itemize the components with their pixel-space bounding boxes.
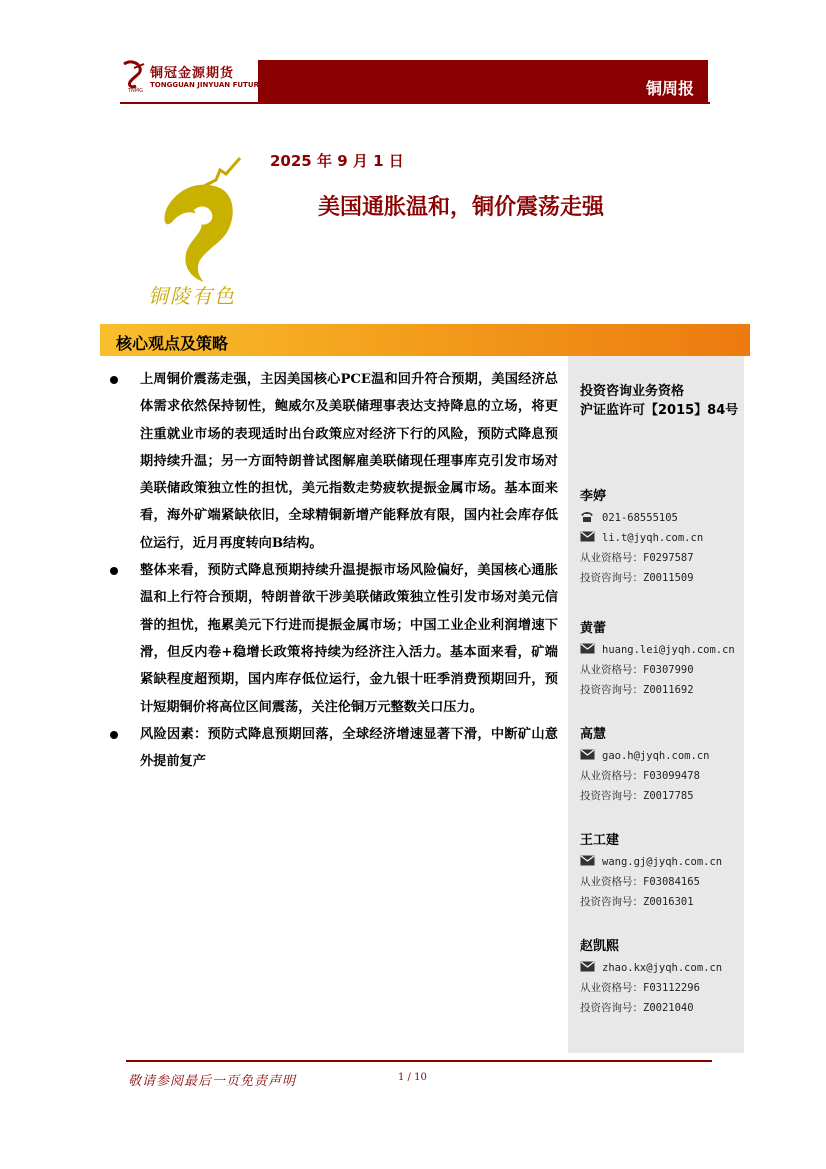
header-band	[258, 60, 708, 102]
header-divider	[120, 102, 710, 104]
report-date: 2025 年 9 月 1 日	[270, 152, 404, 170]
email-text[interactable]: wang.gj@jyqh.com.cn	[602, 856, 723, 868]
bullet-item	[108, 557, 558, 721]
analyst-advisory: 投资咨询号：Z0021040	[580, 1002, 694, 1014]
analyst-license: 从业资格号：F03112296	[580, 982, 700, 994]
analyst-advisory: 投资咨询号：Z0017785	[580, 790, 694, 802]
analyst-card	[580, 488, 742, 588]
analyst-advisory: 投资咨询号：Z0011509	[580, 572, 694, 584]
bullet-dot-icon	[110, 567, 118, 575]
phone-text: 021-68555105	[602, 512, 678, 524]
analyst-phone	[580, 508, 742, 528]
mail-icon	[580, 855, 596, 866]
analyst-sidebar	[568, 356, 744, 1053]
analyst-advisory: 投资咨询号：Z0016301	[580, 896, 694, 908]
analyst-card	[580, 726, 742, 806]
analyst-name: 王工建	[580, 833, 620, 848]
logo-mark-icon	[120, 58, 148, 92]
company-abbr: TNMG	[128, 88, 143, 94]
report-type: 铜周报	[646, 79, 695, 98]
company-name-en: TONGGUAN JINYUAN FUTURES	[150, 81, 269, 89]
page-number: 1 / 10	[398, 1072, 427, 1083]
analyst-advisory: 投资咨询号：Z0011692	[580, 684, 694, 696]
bullet-item	[108, 721, 558, 776]
analyst-license: 从业资格号：F0307990	[580, 664, 694, 676]
analyst-card	[580, 938, 742, 1018]
key-points	[108, 366, 558, 775]
email-text[interactable]: gao.h@jyqh.com.cn	[602, 750, 710, 762]
analyst-email[interactable]	[580, 640, 742, 660]
analyst-license: 从业资格号：F03084165	[580, 876, 700, 888]
bullet-text: 上周铜价震荡走强，主因美国核心PCE温和回升符合预期，美国经济总体需求依然保持韧性，鲍威尔及美联储理事表达支持降息的立场，将更注重就业市场的表现适时出台政策应对经济下行的风险，预防式降息预期持续升温；另一方面特朗普试图解雇美联储现任理事库克引发市场对美联储政策独立性的担忧，美元指数走势疲软提振金属市场。基本面来看，海外矿端紧缺依旧，全球精铜新增产能释放有限，国内社会库存低位运行，近月再度转向B结构。	[140, 372, 558, 551]
analyst-name: 黄蕾	[580, 621, 607, 636]
analyst-license: 从业资格号：F03099478	[580, 770, 700, 782]
company-name-cn: 铜冠金源期货	[150, 66, 235, 81]
analyst-card	[580, 832, 742, 912]
email-text[interactable]: huang.lei@jyqh.com.cn	[602, 644, 735, 656]
copper-emblem-icon	[140, 150, 260, 285]
license-line: 沪证监许可【2015】84号	[580, 403, 739, 418]
analyst-name: 高慧	[580, 727, 607, 742]
emblem-caption: 铜陵有色	[148, 284, 236, 308]
bullet-dot-icon	[110, 376, 118, 384]
analyst-name: 李婷	[580, 489, 607, 504]
analyst-email[interactable]	[580, 746, 742, 766]
analyst-name: 赵凯熙	[580, 939, 620, 954]
qualification-line: 投资咨询业务资格	[580, 384, 685, 399]
mail-icon	[580, 961, 596, 972]
mail-icon	[580, 643, 596, 654]
analyst-card	[580, 620, 742, 700]
email-text[interactable]: li.t@jyqh.com.cn	[602, 532, 704, 544]
bullet-text: 风险因素：预防式降息预期回落，全球经济增速显著下滑，中断矿山意外提前复产	[140, 726, 558, 770]
bullet-item	[108, 366, 558, 557]
footer-divider	[126, 1060, 712, 1062]
mail-icon	[580, 749, 596, 760]
analyst-license: 从业资格号：F0297587	[580, 552, 694, 564]
section-title: 核心观点及策略	[116, 334, 229, 353]
analyst-email[interactable]	[580, 852, 742, 872]
disclaimer-note: 敬请参阅最后一页免责声明	[128, 1074, 297, 1089]
bullet-text: 整体来看，预防式降息预期持续升温提振市场风险偏好，美国核心通胀温和上行符合预期，特朗普欲干涉美联储政策独立性引发市场对美元信誉的担忧，拖累美元下行进而提振金属市场；中国工业企业利润增速下滑，但反内卷+稳增长政策将持续为经济注入活力。基本面来看，矿端紧缺程度超预期，国内库存低位运行，金九银十旺季消费预期回升，预计短期铜价将高位区间震荡，关注伦铜万元整数关口压力。	[140, 563, 558, 715]
bullet-dot-icon	[110, 731, 118, 739]
mail-icon	[580, 531, 596, 542]
analyst-email[interactable]	[580, 528, 742, 548]
phone-icon	[580, 511, 596, 522]
analyst-email[interactable]	[580, 958, 742, 978]
email-text[interactable]: zhao.kx@jyqh.com.cn	[602, 962, 723, 974]
report-title: 美国通胀温和，铜价震荡走强	[318, 195, 605, 220]
